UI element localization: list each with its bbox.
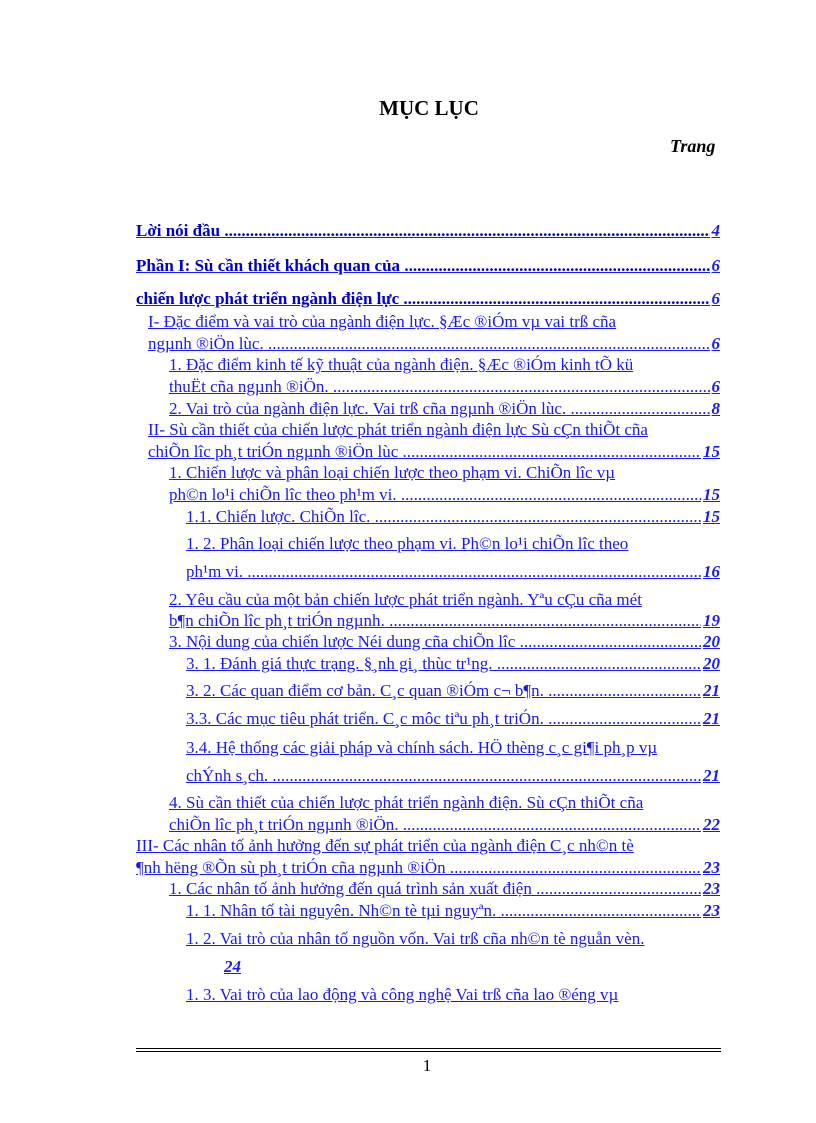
page-title: MỤC LỤC [379, 96, 479, 120]
footer-rule [136, 1048, 721, 1049]
toc-entry[interactable]: b¶n chiÕn lîc ph¸t triÓn ngµnh. ..... 19 [169, 609, 720, 633]
toc-entry[interactable]: 3. Nội dung của chiến lược Néi dung cña chiÕn lîc ..... 20 [169, 630, 720, 654]
toc-entry[interactable]: 2. Vai trò của ngành điện lực. Vai trß cña ngµnh ®iÖn lùc. ..... 8 [169, 397, 720, 421]
toc-entry[interactable]: ph©n lo¹i chiÕn lîc theo ph¹m vi. ..... 15 [169, 483, 720, 507]
toc-entry[interactable]: II- Sù cần thiết của chiến lược phát triển ngành điện lực Sù cÇn thiÕt cña [148, 420, 648, 439]
toc-entry[interactable]: 2. Yêu cầu của một bản chiến lược phát triển ngành. Yªu cÇu cña mét [169, 590, 642, 609]
toc-entry[interactable]: chÝnh s¸ch. ..... 21 [186, 764, 720, 788]
toc-entry[interactable]: ph¹m vi. ..... 16 [186, 560, 720, 584]
toc-entry[interactable]: III- Các nhân tố ảnh hưởng đến sự phát triển của ngành điện C¸c nh©n tè [136, 836, 634, 855]
toc-entry[interactable]: 3.4. Hệ thống các giải pháp và chính sách. HÖ thèng c¸c gi¶i ph¸p vµ [186, 738, 658, 757]
toc-entry[interactable]: 1. 2. Vai trò của nhân tố nguồn vốn. Vai trß cña nh©n tè nguån vèn. [186, 929, 645, 948]
toc-entry[interactable]: 1. 2. Phân loại chiến lược theo phạm vi. Ph©n lo¹i chiÕn lîc theo [186, 534, 629, 553]
toc-entry[interactable]: 4. Sù cần thiết của chiến lược phát triển ngành điện. Sù cÇn thiÕt cña [169, 793, 644, 812]
toc-entry[interactable]: 1. Đặc điểm kinh tế kỹ thuật của ngành điện. §Æc ®iÓm kinh tÕ kü [169, 355, 634, 374]
page-number: 1 [422, 1056, 432, 1075]
toc-entry[interactable]: 1. Chiến lược và phân loại chiến lược theo phạm vi. ChiÕn lîc vµ [169, 463, 616, 482]
toc-entry[interactable]: 3. 2. Các quan điểm cơ bản. C¸c quan ®iÓm c¬ b¶n. ..... 21 [186, 679, 720, 703]
toc-entry[interactable]: ngµnh ®iÖn lùc. ..... 6 [148, 332, 720, 356]
page-column-label: Trang [670, 136, 716, 156]
toc-entry[interactable]: 3. 1. Đánh giá thực trạng. §¸nh gi¸ thùc tr¹ng. ..... 20 [186, 652, 720, 676]
toc-entry[interactable]: Phần I: Sù cần thiết khách quan của ..... 6 [136, 254, 720, 278]
toc-entry[interactable]: ¶nh hëng ®Õn sù ph¸t triÓn cña ngµnh ®iÖn ..... 23 [136, 856, 720, 880]
toc-entry[interactable]: chiÕn lîc ph¸t triÓn ngµnh ®iÖn. ..... 22 [169, 813, 720, 837]
toc-entry[interactable]: thuËt cña ngµnh ®iÖn. ..... 6 [169, 375, 720, 399]
toc-entry[interactable]: chiến lược phát triển ngành điện lực ..... 6 [136, 287, 720, 311]
toc-entry[interactable]: 1. 1. Nhân tố tài nguyên. Nh©n tè tµi nguyªn. ..... 23 [186, 899, 720, 923]
footer-rule [136, 1051, 721, 1052]
toc-entry[interactable]: 1.1. Chiến lược. ChiÕn lîc. ..... 15 [186, 505, 720, 529]
toc-entry[interactable]: 3.3. Các mục tiêu phát triển. C¸c môc tiªu ph¸t triÓn. ..... 21 [186, 707, 720, 731]
toc-entry[interactable]: chiÕn lîc ph¸t triÓn ngµnh ®iÖn lùc ..... 15 [148, 440, 720, 464]
toc-entry[interactable]: 1. Các nhân tố ảnh hưởng đến quá trình sản xuất điện ..... 23 [169, 877, 720, 901]
toc-entry[interactable]: 1. 3. Vai trò của lao động và công nghệ Vai trß cña lao ®éng vµ [186, 985, 619, 1004]
toc-entry[interactable]: Lời nói đầu ..... 4 [136, 219, 720, 243]
toc-entry[interactable]: I- Đặc điểm và vai trò của ngành điện lực. §Æc ®iÓm vµ vai trß cña [148, 312, 617, 331]
toc-entry[interactable]: 24 [224, 957, 241, 976]
